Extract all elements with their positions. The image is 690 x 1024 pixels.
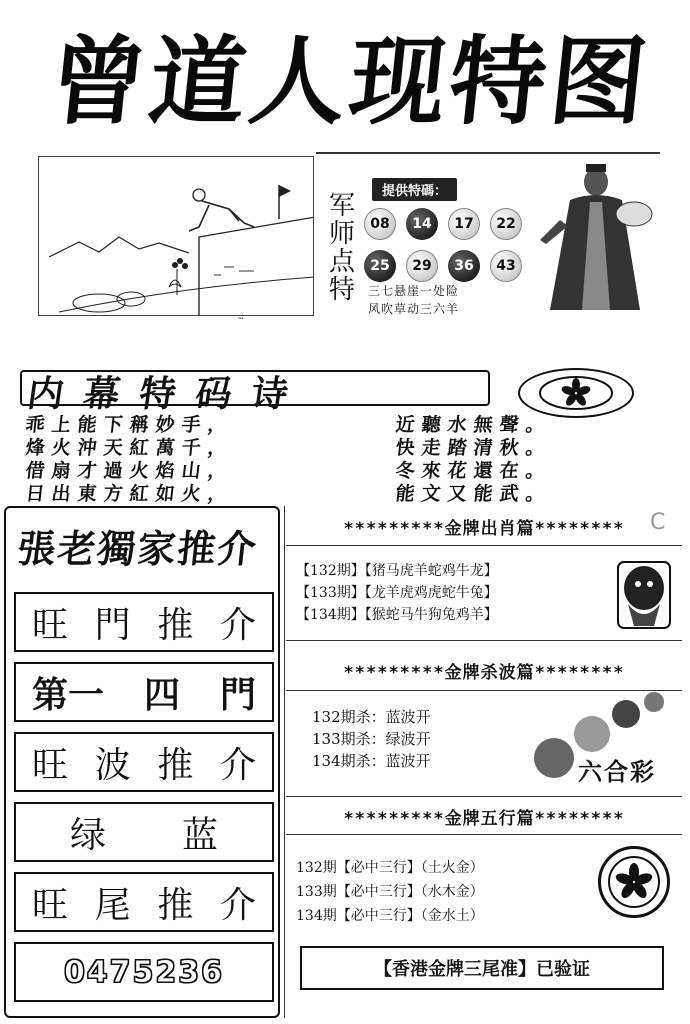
- shengxiao-list: [296, 560, 498, 626]
- list-item: 132期【必中三行】（土火金）: [296, 860, 484, 876]
- recommend-char: 介: [219, 884, 256, 926]
- recommend-box: [14, 662, 274, 722]
- recommend-char: 旺: [32, 744, 69, 786]
- poem-line: 乖上能下稱妙手， 近聽水無聲。: [24, 414, 553, 436]
- recommend-char: 門: [94, 604, 131, 646]
- recommend-box: [14, 872, 274, 932]
- divider: [286, 834, 682, 835]
- recommend-char: 旺: [32, 604, 69, 646]
- list-item: 【132期】【猪马虎羊蛇鸡牛龙】: [296, 563, 498, 579]
- picture-caption: …: [238, 312, 244, 322]
- recommend-char: 尾: [94, 884, 131, 926]
- poem-line: 烽火沖天紅萬千， 快走踏清秋。: [24, 437, 553, 459]
- recommend-char: 推: [157, 744, 194, 786]
- zhang-recommend-panel: [4, 506, 280, 1018]
- list-item: 134期杀：蓝波开: [312, 752, 431, 770]
- number-ball: 17: [448, 208, 480, 240]
- verified-banner: 【香港金牌三尾准】已验证: [300, 946, 664, 990]
- junshi-panel: [316, 152, 660, 318]
- advisor-figure: [530, 160, 656, 316]
- recommend-box: [14, 802, 274, 862]
- shengxiao-header: *********金牌出肖篇********: [343, 519, 625, 539]
- phone-number: 0475236: [14, 942, 274, 1002]
- number-ball: 43: [490, 250, 522, 282]
- recommend-char: 四: [143, 674, 180, 716]
- climber-drawing: [39, 157, 314, 316]
- poem-title: 内幕特码诗: [24, 374, 311, 415]
- illustration-climber: [38, 156, 314, 316]
- number-ball: 22: [490, 208, 522, 240]
- number-ball: 14: [406, 208, 438, 240]
- recommend-char: 旺: [32, 884, 69, 926]
- poem-line: 借扇才過火焰山， 冬來花還在。: [24, 460, 553, 482]
- number-ball: 08: [364, 208, 396, 240]
- bauhinia-emblem-icon: [598, 846, 670, 918]
- list-item: 132期杀：蓝波开: [312, 708, 431, 726]
- divider: [286, 796, 682, 797]
- junshi-verse-1: 三七悬崖一处险: [368, 284, 460, 298]
- recommend-box: [14, 732, 274, 792]
- corner-mark: C: [650, 510, 666, 535]
- recommend-char: 推: [157, 604, 194, 646]
- list-item: 【134期】【猴蛇马牛狗兔鸡羊】: [296, 607, 498, 623]
- number-ball: 36: [448, 250, 480, 282]
- recommend-char: 門: [219, 674, 256, 716]
- recommend-char: 介: [219, 744, 256, 786]
- divider: [286, 545, 682, 546]
- junshi-verse-2: 风吹草动三六羊: [368, 302, 460, 316]
- recommend-char: 绿: [69, 814, 106, 856]
- recommend-char: 推: [157, 884, 194, 926]
- recommend-box: [14, 592, 274, 652]
- recommend-char: 波: [94, 744, 131, 786]
- number-balls: [364, 208, 534, 282]
- zhang-header: 張老獨家推介: [15, 527, 260, 571]
- list-item: 133期【必中三行】（水木金）: [296, 884, 484, 900]
- number-ball: 25: [364, 250, 396, 282]
- list-item: 134期【必中三行】（金水土）: [296, 908, 484, 924]
- junshi-vertical-title: 军师点特: [328, 191, 355, 305]
- special-code-label: 提供特碼：: [372, 178, 457, 201]
- page-title: 曾道人现特图: [44, 26, 656, 138]
- poem-line: 日出東方紅如火， 能文又能武。: [24, 483, 553, 505]
- divider: [286, 640, 682, 641]
- poem-lines: [24, 410, 676, 505]
- bo-list: [312, 706, 431, 772]
- wuxing-list: [296, 856, 484, 928]
- list-item: 133期杀：绿波开: [312, 730, 431, 748]
- liuhecai-brand: 六合彩: [578, 757, 656, 786]
- number-ball: 29: [406, 250, 438, 282]
- recommend-char: 蓝: [181, 814, 218, 856]
- list-item: 【133期】【龙羊虎鸡虎蛇牛兔】: [296, 585, 498, 601]
- zodiac-head-icon: [614, 554, 674, 634]
- recommend-char: 介: [219, 604, 256, 646]
- recommend-char: 第一: [32, 674, 105, 716]
- wuxing-header: *********金牌五行篇********: [343, 809, 625, 829]
- bo-header: *********金牌杀波篇********: [343, 663, 625, 683]
